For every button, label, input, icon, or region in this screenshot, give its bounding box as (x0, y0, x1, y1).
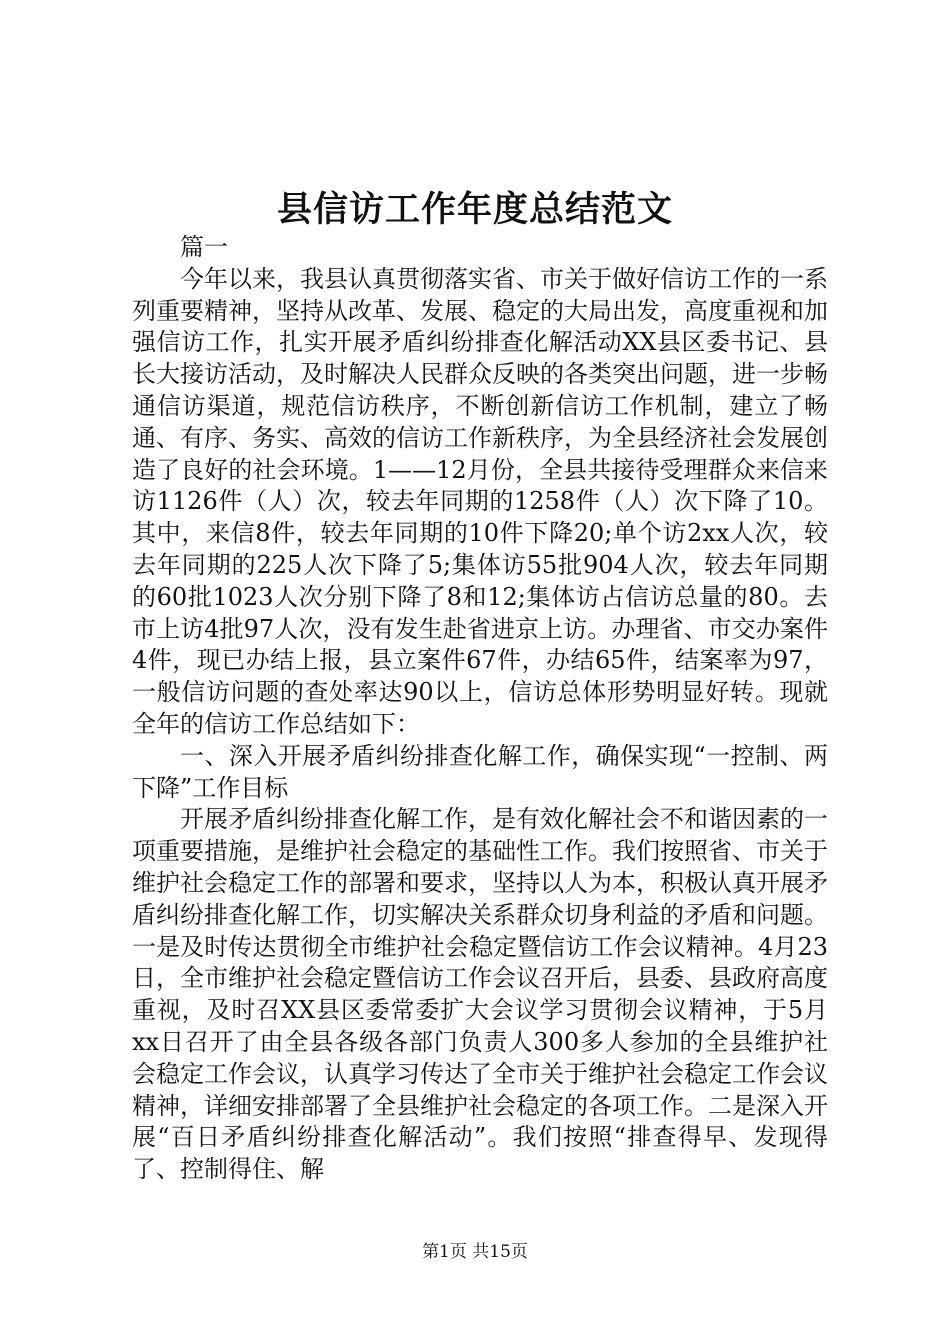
page-number-footer: 第1页 共15页 (422, 1242, 528, 1262)
body-paragraph: 开展矛盾纠纷排查化解工作，是有效化解社会不和谐因素的一项重要措施，是维护社会稳定的基础性工作。我们按照省、市关于维护社会稳定工作的部署和要求，坚持以人为本，积极认真开展矛盾纠纷排查化解工作，切实解决关系群众切身利益的矛盾和问题。一是及时传达贯彻全市维护社会稳定暨信访工作会议精神。4月23日，全市维护社会稳定暨信访工作会议召开后，县委、县政府高度重视，及时召XX县区委常委扩大会议学习贯彻会议精神，于5月xx日召开了由全县各级各部门负责人300多人参加的全县维护社会稳定工作会议，认真学习传达了全市关于维护社会稳定工作会议精神，详细安排部署了全县维护社会稳定的各项工作。二是深入开展“百日矛盾纠纷排查化解活动”。我们按照“排查得早、发现得了、控制得住、解 (132, 805, 828, 1184)
section-label: 篇一 (180, 233, 228, 261)
document-body (132, 232, 828, 1186)
intro-paragraph: 今年以来，我县认真贯彻落实省、市关于做好信访工作的一系列重要精神，坚持从改革、发展、稳定的大局出发，高度重视和加强信访工作，扎实开展矛盾纠纷排查化解活动XX县区委书记、县长大接访活动，及时解决人民群众反映的各类突出问题，进一步畅通信访渠道，规范信访秩序，不断创新信访工作机制，建立了畅通、有序、务实、高效的信访工作新秩序，为全县经济社会发展创造了良好的社会环境。1——12月份，全县共接待受理群众来信来访1126件（人）次，较去年同期的1258件（人）次下降了10。其中，来信8件，较去年同期的10件下降20;单个访2xx人次，较去年同期的225人次下降了5;集体访55批904人次，较去年同期的60批1023人次分别下降了8和12;集体访占信访总量的80。去市上访4批97人次，没有发生赴省进京上访。办理省、市交办案件4件，现已办结上报，县立案件67件，办结65件，结案率为97，一般信访问题的查处率达90以上，信访总体形势明显好转。现就全年的信访工作总结如下： (132, 264, 828, 738)
document-title: 县信访工作年度总结范文 (276, 190, 673, 230)
section-heading: 一、深入开展矛盾纠纷排查化解工作，确保实现“一控制、两下降”工作目标 (132, 741, 828, 802)
